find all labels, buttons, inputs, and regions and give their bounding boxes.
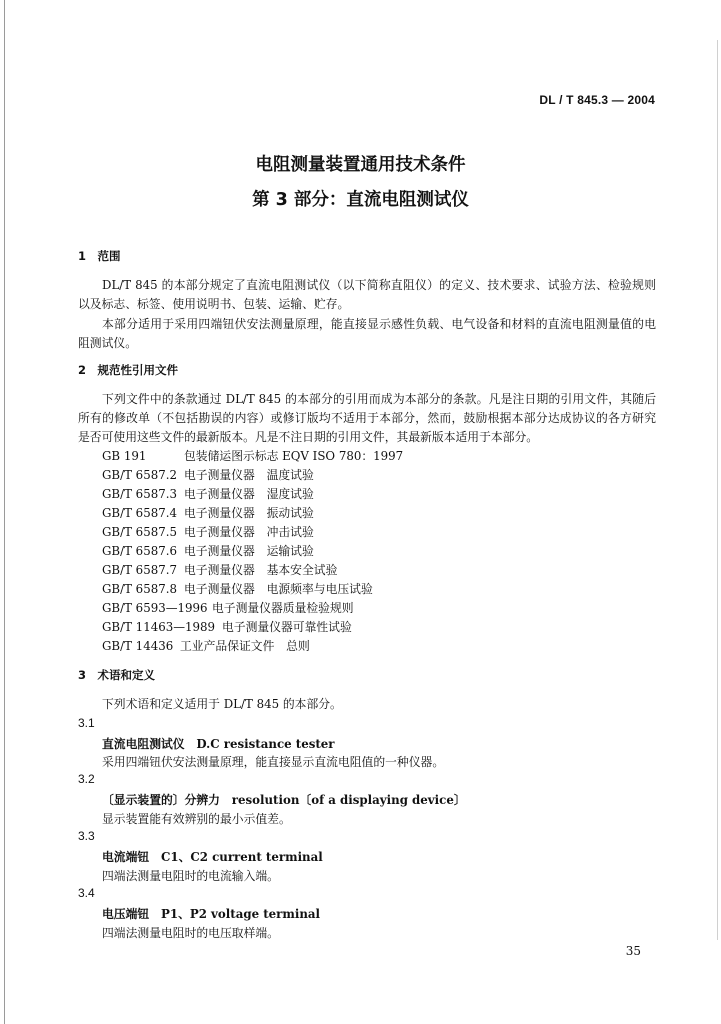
reference-item — [102, 504, 314, 521]
reference-item — [102, 447, 403, 464]
reference-item — [102, 618, 352, 635]
term-number: 3.1 — [78, 716, 95, 730]
reference-item — [102, 580, 373, 597]
reference-item — [102, 523, 314, 540]
term-number: 3.3 — [78, 829, 95, 843]
reference-code: GB/T 6587.7 — [102, 563, 177, 577]
scope-paragraph-1: DL/T 845 的本部分规定了直流电阻测试仪（以下简称直阻仪）的定义、技术要求、试验方法、检验规则以及标志、标签、使用说明书、包装、运输、贮存。 — [78, 278, 656, 311]
reference-code: GB/T 6587.2 — [102, 468, 177, 482]
page-number: 35 — [625, 944, 641, 958]
reference-code: GB/T 14436 — [102, 639, 174, 653]
reference-code: GB/T 6587.4 — [102, 506, 177, 520]
reference-title: 电子测量仪器 电源频率与电压试验 — [184, 582, 373, 596]
reference-title: 电子测量仪器 运输试验 — [184, 544, 314, 558]
section-heading-terms: 3 术语和定义 — [78, 668, 156, 682]
reference-title: 包装储运图示标志 EQV ISO 780：1997 — [184, 449, 404, 463]
reference-title: 电子测量仪器 振动试验 — [184, 506, 314, 520]
document-title: 电阻测量装置通用技术条件 — [255, 155, 466, 175]
term-title: 电流端钮 C1、C2 current terminal — [102, 850, 323, 864]
term-number: 3.2 — [78, 772, 95, 786]
term-title: 〔显示装置的〕分辨力 resolution〔of a displaying device〕 — [102, 793, 466, 807]
reference-title: 电子测量仪器可靠性试验 — [222, 620, 352, 634]
section-heading-normative-references: 2 规范性引用文件 — [78, 363, 179, 377]
reference-code: GB/T 6593—1996 — [102, 601, 208, 615]
reference-item — [102, 599, 354, 616]
references-paragraph: 下列文件中的条款通过 DL/T 845 的本部分的引用而成为本部分的条款。凡是注日期的引用文件，其随后所有的修改单（不包括勘误的内容）或修订版均不适用于本部分，然而，鼓励根据本部分达成协议的各方研究是否可使用这些文件的最新版本。凡是不注日期的引用文件，其最新版本适用于本部分。 — [78, 392, 656, 444]
reference-code: GB/T 6587.5 — [102, 525, 177, 539]
document-subtitle: 第 3 部分：直流电阻测试仪 — [252, 190, 469, 210]
term-definition: 四端法测量电阻时的电流输入端。 — [102, 869, 279, 883]
term-definition: 显示装置能有效辨别的最小示值差。 — [102, 812, 291, 826]
reference-item — [102, 542, 314, 559]
reference-title: 电子测量仪器 湿度试验 — [184, 487, 314, 501]
scope-paragraph-2: 本部分适用于采用四端钮伏安法测量原理，能直接显示感性负载、电气设备和材料的直流电阻测量值的电阻测试仪。 — [78, 317, 656, 350]
reference-title: 电子测量仪器 温度试验 — [184, 468, 314, 482]
reference-code: GB/T 11463—1989 — [102, 620, 216, 634]
reference-title: 电子测量仪器质量检验规则 — [212, 601, 354, 615]
term-title: 直流电阻测试仪 D.C resistance tester — [102, 737, 335, 751]
reference-item — [102, 561, 337, 578]
reference-title: 电子测量仪器 冲击试验 — [184, 525, 314, 539]
term-definition: 采用四端钮伏安法测量原理，能直接显示直流电阻值的一种仪器。 — [102, 755, 445, 769]
reference-title: 工业产品保证文件 总则 — [180, 639, 310, 653]
section-heading-scope: 1 范围 — [78, 249, 121, 263]
reference-item — [102, 485, 314, 502]
reference-item — [102, 466, 314, 483]
term-definition: 四端法测量电阻时的电压取样端。 — [102, 926, 279, 940]
reference-code: GB/T 6587.8 — [102, 582, 177, 596]
reference-item — [102, 637, 310, 654]
reference-code: GB/T 6587.6 — [102, 544, 177, 558]
term-number: 3.4 — [78, 886, 95, 900]
terms-intro: 下列术语和定义适用于 DL/T 845 的本部分。 — [102, 697, 342, 711]
reference-code: GB/T 6587.3 — [102, 487, 177, 501]
standard-code: DL / T 845.3 — 2004 — [539, 93, 655, 107]
reference-code: GB 191 — [102, 449, 147, 463]
term-title: 电压端钮 P1、P2 voltage terminal — [102, 907, 321, 921]
reference-title: 电子测量仪器 基本安全试验 — [184, 563, 338, 577]
